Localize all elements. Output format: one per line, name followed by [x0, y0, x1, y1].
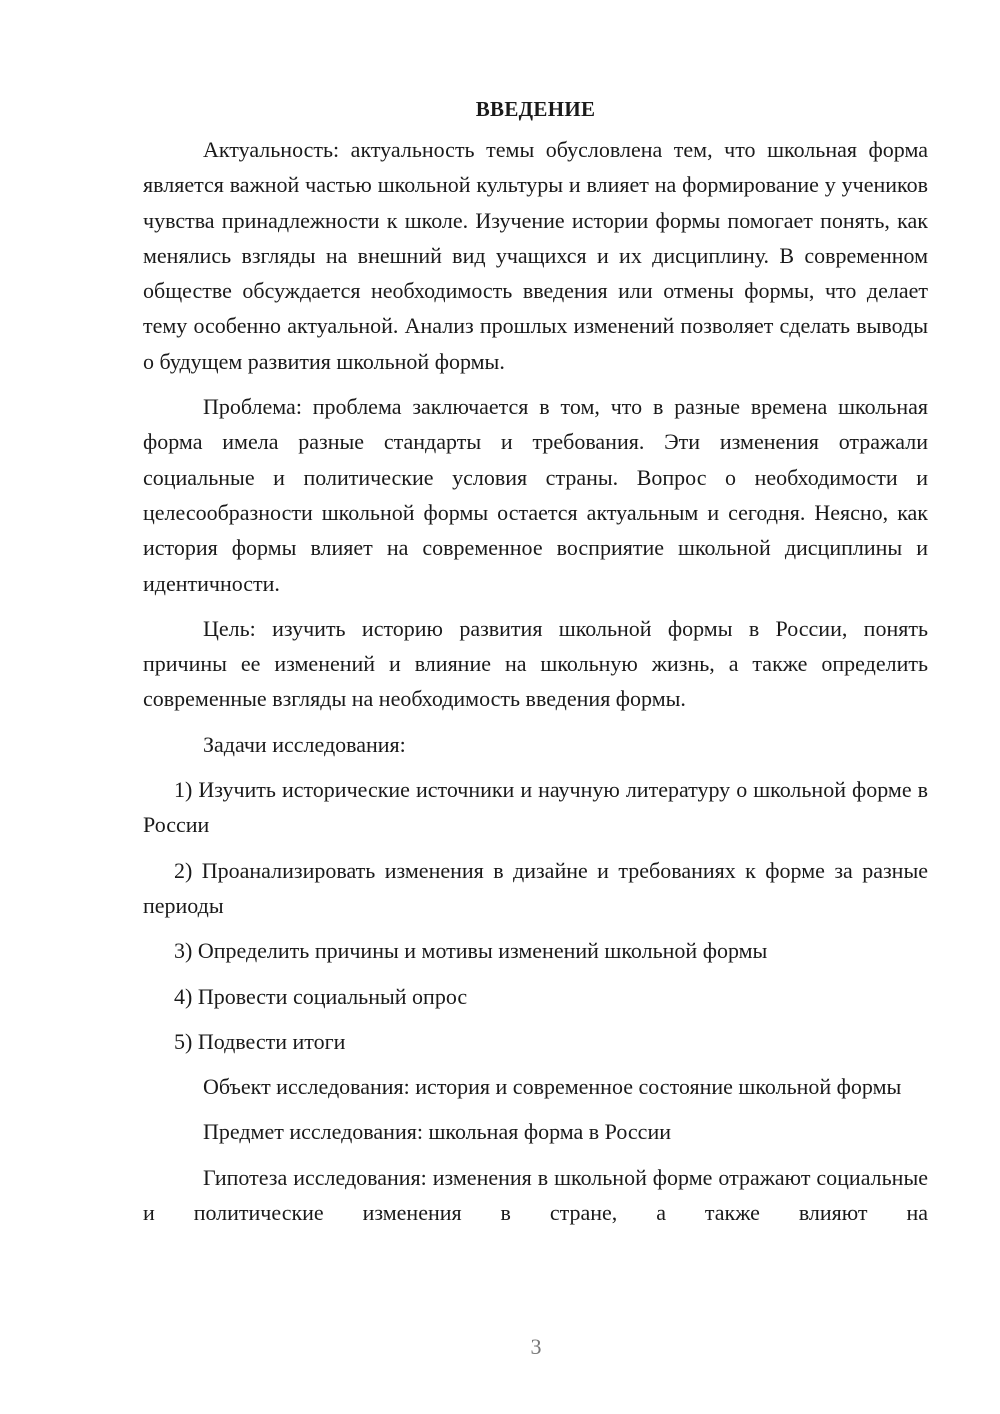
paragraph-tasks-heading: Задачи исследования: — [203, 731, 406, 757]
paragraph-hypothesis: Гипотеза исследования: изменения в школьной форме отражают социальные и политические изменения в стране, а также влияют на — [143, 1164, 928, 1226]
page-number-value: 3 — [530, 1334, 542, 1359]
paragraph-relevance: Актуальность: актуальность темы обусловлена тем, что школьная форма является важной частью школьной культуры и влияет на формирование у учеников чувства принадлежности к школе. Изучение истории формы помогает понять, как менялись взгляды на внешний вид учащихся и их дисциплину. В современном обществе обсуждается необходимость введения или отмены формы, что делает тему особенно актуальной. Анализ прошлых изменений позволяет сделать выводы о будущем развития школьной формы. — [143, 137, 928, 374]
page-title: ВВЕДЕНИЕ — [475, 97, 596, 121]
paragraph-object: Объект исследования: история и современное состояние школьной формы — [203, 1074, 902, 1100]
paragraph-subject: Предмет исследования: школьная форма в России — [203, 1119, 671, 1145]
task-item-2: 2) Проанализировать изменения в дизайне и требованиях к форме за разные периоды — [143, 857, 928, 918]
task-item-3: 3) Определить причины и мотивы изменений школьной формы — [174, 938, 768, 964]
page-number — [0, 1334, 1000, 1360]
task-item-1: 1) Изучить исторические источники и научную литературу о школьной форме в России — [143, 777, 928, 838]
task-item-5: 5) Подвести итоги — [174, 1028, 346, 1054]
paragraph-goal: Цель: изучить историю развития школьной формы в России, понять причины ее изменений и влияние на школьную жизнь, а также определить современные взгляды на необходимость введения формы. — [143, 615, 928, 712]
task-item-4: 4) Провести социальный опрос — [174, 983, 468, 1009]
document-body — [143, 92, 928, 1240]
paragraph-problem: Проблема: проблема заключается в том, что в разные времена школьная форма имела разные стандарты и требования. Эти изменения отражали социальные и политические условия страны. Вопрос о необходимости и целесообразности школьной формы остается актуальным и сегодня. Неясно, как история формы влияет на современное восприятие школьной дисциплины и идентичности. — [143, 394, 928, 596]
